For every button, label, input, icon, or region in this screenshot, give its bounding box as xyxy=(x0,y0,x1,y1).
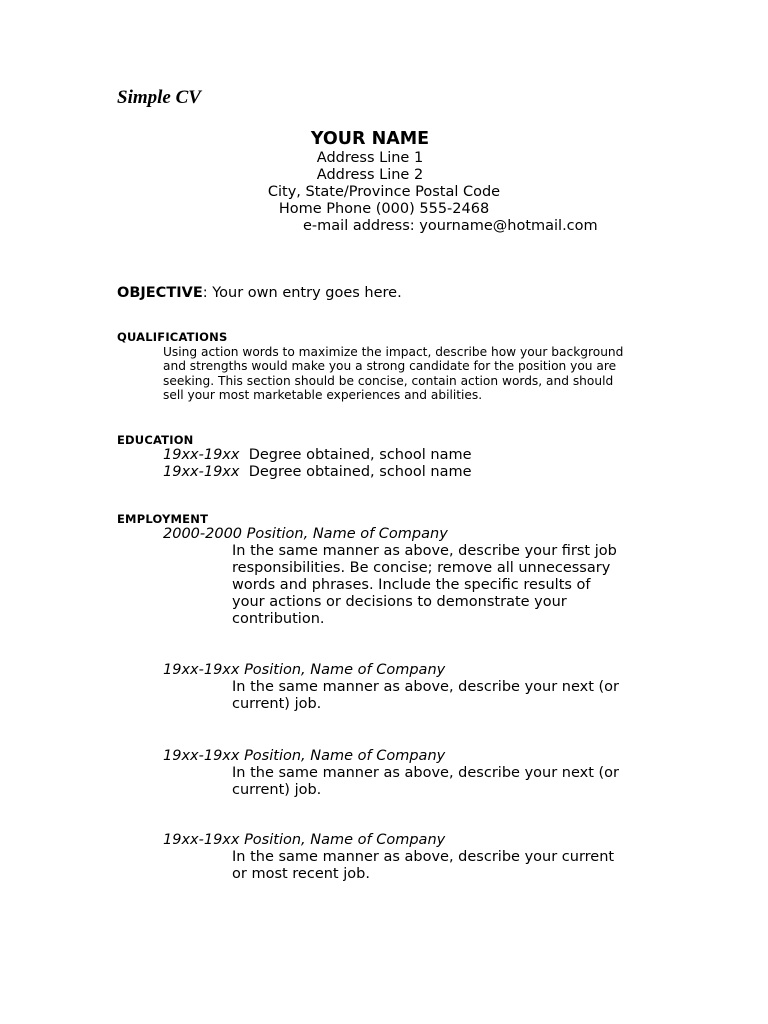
address-line-2: Address Line 2 xyxy=(316,167,424,183)
job-description-line: In the same manner as above, describe your next (or xyxy=(232,765,619,781)
job-title: 2000-2000 Position, Name of Company xyxy=(163,526,448,542)
job-description-line: In the same manner as above, describe your first job xyxy=(232,543,617,559)
job-description xyxy=(232,765,672,799)
education-text: Degree obtained, school name xyxy=(248,464,472,480)
education-entry xyxy=(163,447,472,464)
job-description xyxy=(232,679,672,713)
job-title: 19xx-19xx Position, Name of Company xyxy=(163,748,446,764)
education-heading: EDUCATION xyxy=(117,433,194,447)
job-description-line: current) job. xyxy=(232,782,322,799)
applicant-name: YOUR NAME xyxy=(310,129,430,149)
job-title: 19xx-19xx Position, Name of Company xyxy=(163,662,446,678)
job-description-line: or most recent job. xyxy=(232,866,370,883)
qualifications-heading: QUALIFICATIONS xyxy=(117,330,228,344)
qualifications-line: seeking. This section should be concise, contain action words, and should xyxy=(163,373,614,388)
qualifications-line: sell your most marketable experiences and abilities. xyxy=(163,387,483,402)
job-description-line: your actions or decisions to demonstrate your xyxy=(232,594,567,611)
job-description xyxy=(232,849,672,883)
job-description-line: In the same manner as above, describe your current xyxy=(232,849,615,865)
job-description-line: responsibilities. Be concise; remove all unnecessary xyxy=(232,560,611,577)
objective-label: OBJECTIVE xyxy=(117,285,203,301)
home-phone: Home Phone (000) 555-2468 xyxy=(278,201,490,217)
job-description-line: contribution. xyxy=(232,611,325,628)
job-title: 19xx-19xx Position, Name of Company xyxy=(163,832,446,848)
employment-heading: EMPLOYMENT xyxy=(117,512,209,526)
job-description-line: current) job. xyxy=(232,696,322,713)
address-line-1: Address Line 1 xyxy=(316,150,424,166)
qualifications-text xyxy=(163,345,663,402)
objective-text: : Your own entry goes here. xyxy=(202,285,402,301)
document-title: Simple CV xyxy=(117,87,201,108)
job-description-line: words and phrases. Include the specific results of xyxy=(232,577,591,594)
job-description xyxy=(232,543,672,628)
city-state-postal: City, State/Province Postal Code xyxy=(267,184,501,200)
job-description-line: In the same manner as above, describe your next (or xyxy=(232,679,619,695)
email-address: e-mail address: yourname@hotmail.com xyxy=(303,218,598,234)
education-dates: 19xx-19xx xyxy=(163,464,240,480)
objective-section xyxy=(117,285,402,301)
education-entry xyxy=(163,464,472,481)
education-dates: 19xx-19xx xyxy=(163,447,240,463)
education-text: Degree obtained, school name xyxy=(248,447,472,463)
qualifications-line: Using action words to maximize the impact, describe how your background xyxy=(163,345,624,359)
qualifications-line: and strengths would make you a strong candidate for the position you are xyxy=(163,359,617,374)
